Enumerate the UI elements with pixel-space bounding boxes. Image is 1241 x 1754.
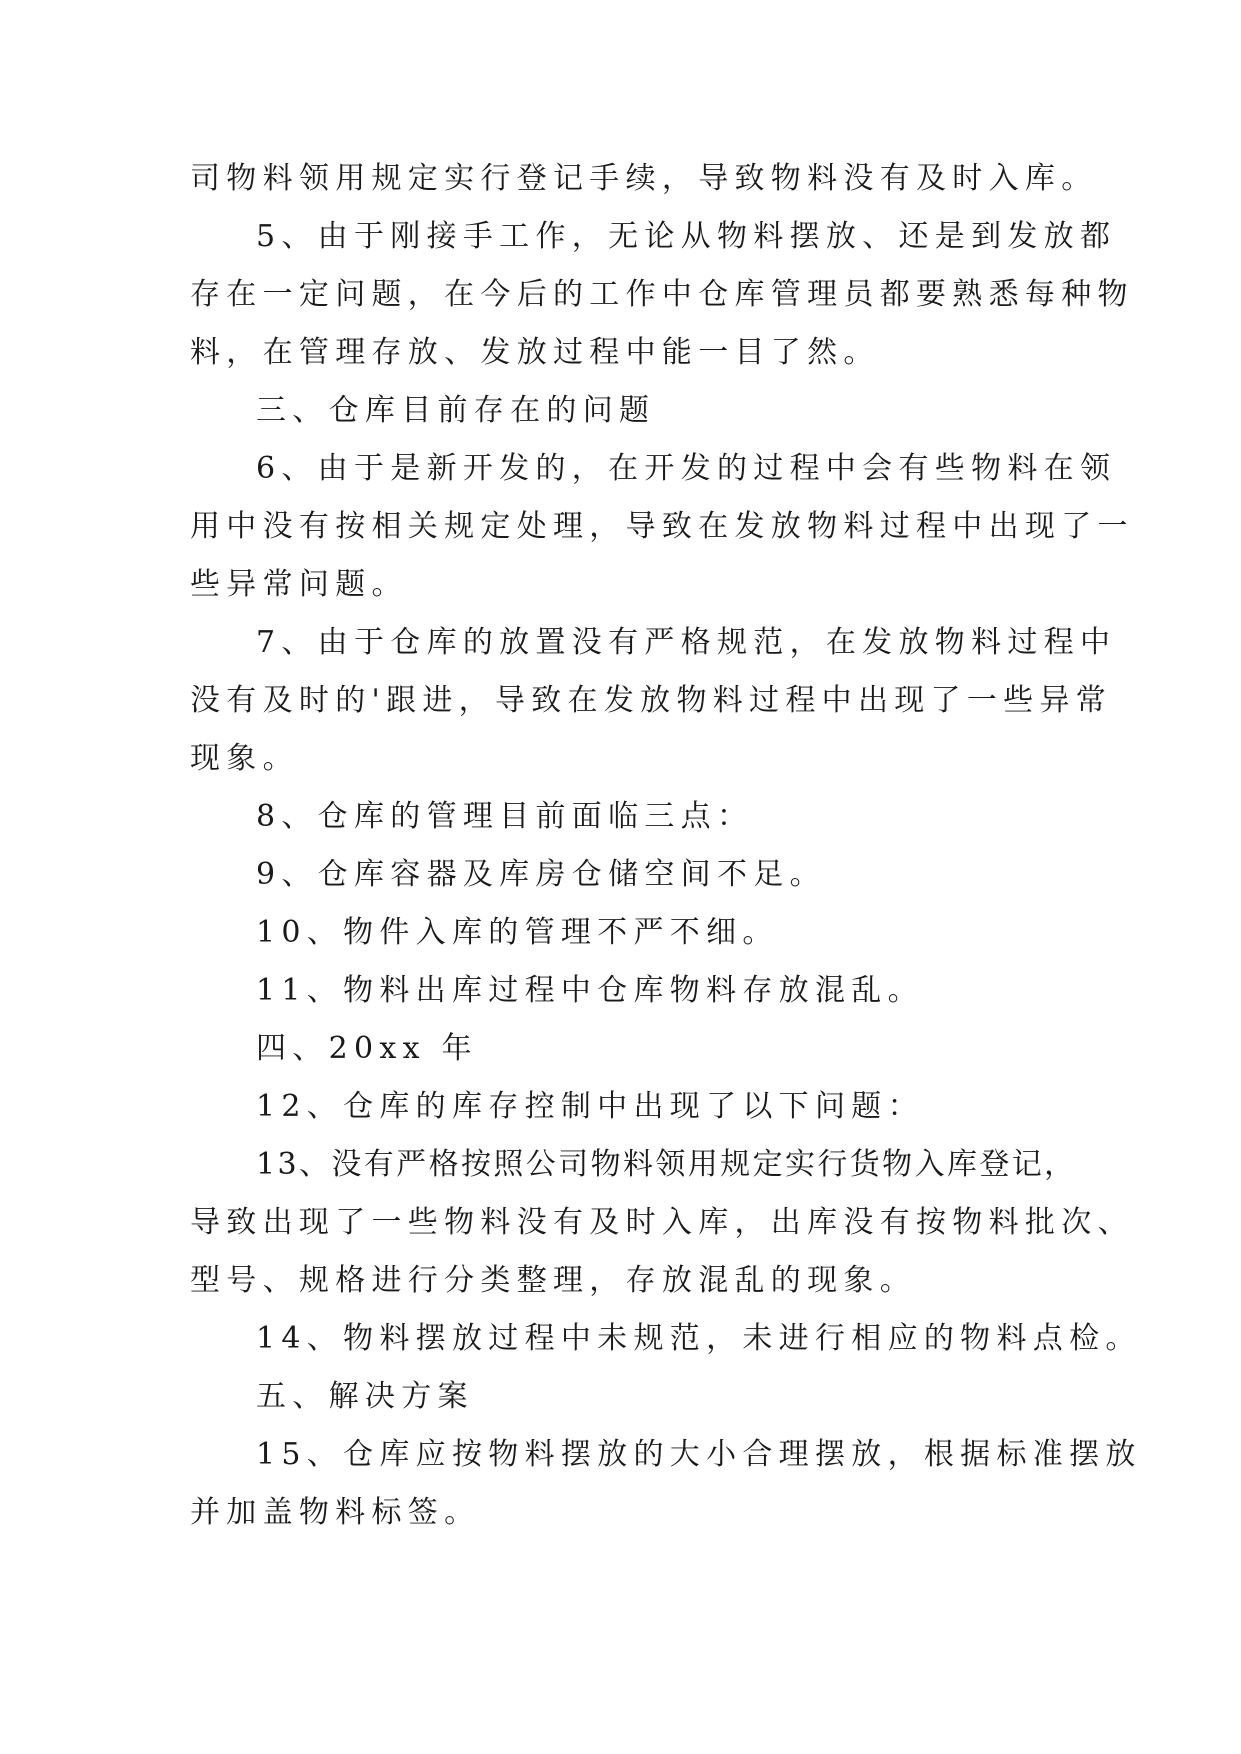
document-body (190, 150, 1142, 1542)
paragraph-line: 7、由于仓库的放置没有严格规范，在发放物料过程中 (256, 625, 1117, 660)
paragraph-line: 8、仓库的管理目前面临三点： (256, 799, 754, 834)
paragraph-line: 15、仓库应按物料摆放的大小合理摆放，根据标准摆放 (256, 1437, 1142, 1472)
paragraph-line: 6、由于是新开发的，在开发的过程中会有些物料在领 (256, 451, 1117, 486)
paragraph-line: 11、物料出库过程中仓库物料存放混乱。 (256, 973, 924, 1008)
paragraph-line: 9、仓库容器及库房仓储空间不足。 (256, 857, 826, 892)
paragraph-line: 司物料领用规定实行登记手续，导致物料没有及时入库。 (190, 161, 1098, 196)
section-heading: 三、仓库目前存在的问题 (256, 393, 656, 428)
paragraph-line: 12、仓库的库存控制中出现了以下问题： (256, 1089, 924, 1124)
section-heading: 五、解决方案 (256, 1379, 474, 1414)
paragraph-line: 型号、规格进行分类整理，存放混乱的现象。 (190, 1263, 916, 1298)
paragraph-line: 5、由于刚接手工作，无论从物料摆放、还是到发放都 (256, 219, 1117, 254)
paragraph-line: 些异常问题。 (190, 567, 408, 602)
paragraph-line: 13、没有严格按照公司物料领用规定实行货物入库登记， (256, 1147, 1077, 1182)
paragraph-line: 10、物件入库的管理不严不细。 (256, 915, 779, 950)
paragraph-line: 14、物料摆放过程中未规范，未进行相应的物料点检。 (256, 1321, 1142, 1356)
paragraph-line: 导致出现了一些物料没有及时入库，出库没有按物料批次、 (190, 1205, 1134, 1240)
paragraph-line: 并加盖物料标签。 (190, 1495, 481, 1530)
section-heading: 四、20xx 年 (256, 1031, 478, 1066)
paragraph-line: 存在一定问题，在今后的工作中仓库管理员都要熟悉每种物 (190, 277, 1134, 312)
paragraph-line: 用中没有按相关规定处理，导致在发放物料过程中出现了一 (190, 509, 1134, 544)
paragraph-line: 没有及时的'跟进，导致在发放物料过程中出现了一些异常 (190, 683, 1113, 718)
paragraph-line: 料，在管理存放、发放过程中能一目了然。 (190, 335, 880, 370)
paragraph-line: 现象。 (190, 741, 299, 776)
